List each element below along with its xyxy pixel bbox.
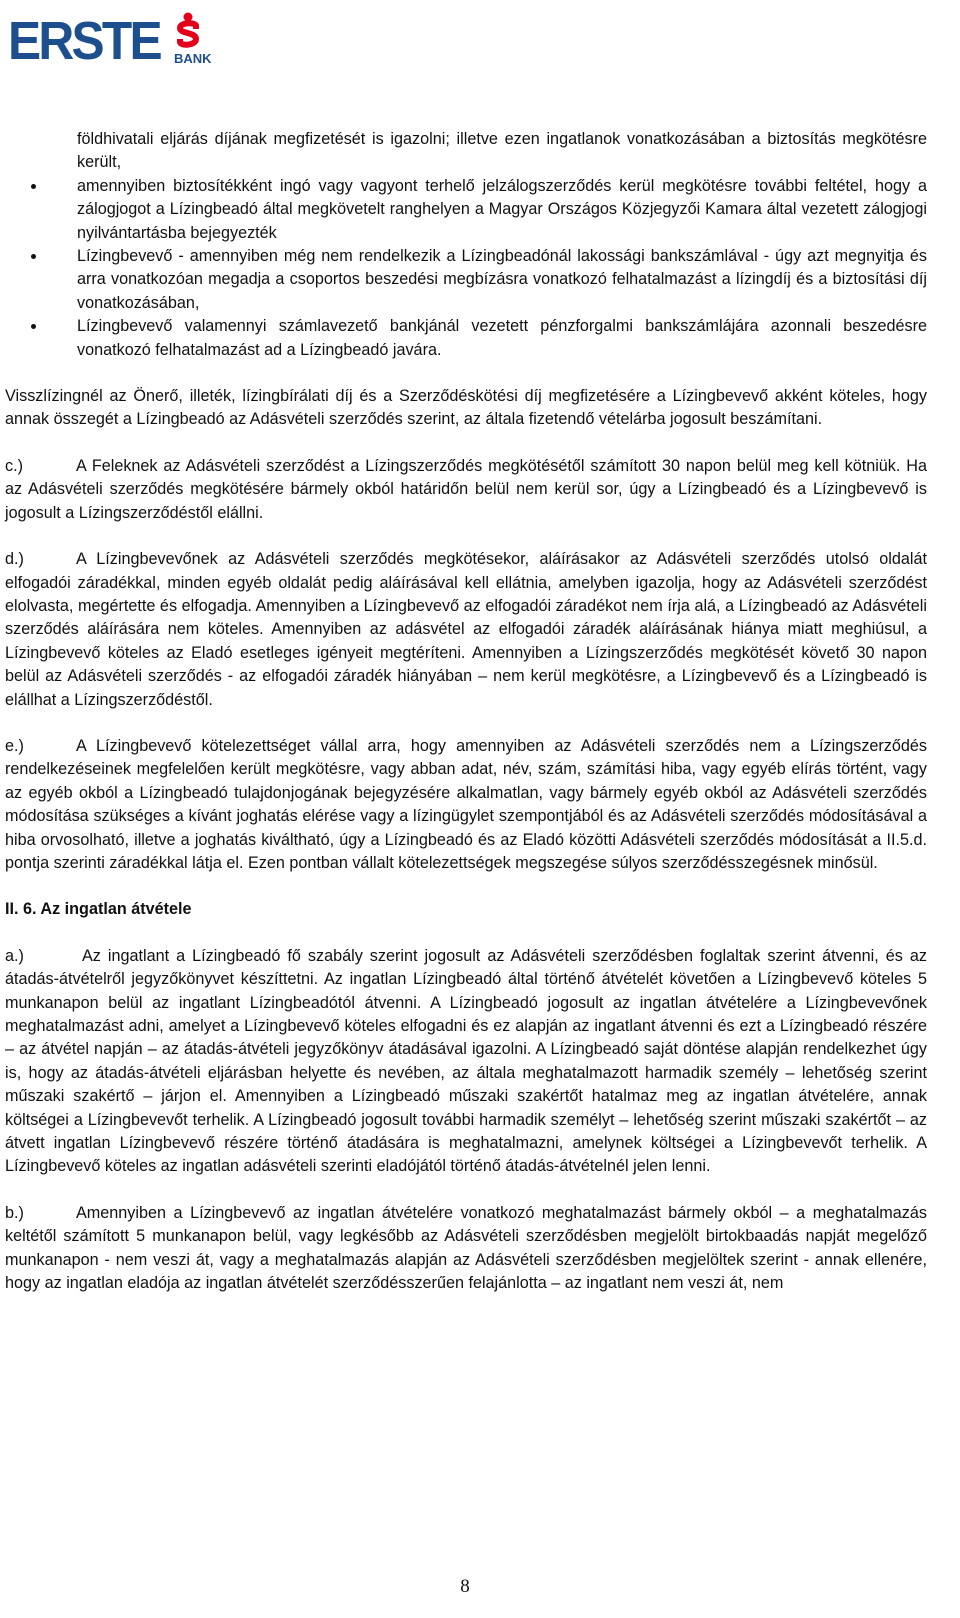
paragraph-d xyxy=(5,548,927,712)
logo-s-mark-icon xyxy=(174,12,202,52)
list-item: földhivatali eljárás díjának megfizetését is igazolni; illetve ezen ingatlanok vonatkozásában a biztosítás megkötésre került, xyxy=(77,130,927,172)
paragraph-a xyxy=(5,945,927,1179)
clause-text: A Lízingbevevő kötelezettséget vállal arra, hogy amennyiben az Adásvételi szerződés nem a Lízingszerződés rendelkezéseinek megfelelően került megkötésre, vagy abban adat, név, szám, számítási hiba, vagy egyéb elírás történt, vagy az egyéb okból a Lízingbeadó tulajdonjogának bejegyzésére alkalmatlan, vagy bármely egyéb okból az Adásvételi szerződés módosítása szükséges a kívánt joghatás elérése vagy a lízingügylet szempontjából és az Adásvételi szerződés módosításával a hiba orvosolható, illetve a joghatás kiváltható, úgy a Lízingbeadó és az Eladó közötti Adásvételi szerződés módosítását a II.5.d. pontja szerinti záradékkal látja el. Ezen pontban vállalt kötelezettségek megszegése súlyos szerződésszegésnek minősül. xyxy=(5,736,927,872)
page-number: 8 xyxy=(460,1576,470,1597)
paragraph-e xyxy=(5,735,927,875)
list-item: Lízingbevevő valamennyi számlavezető bankjánál vezetett pénzforgalmi bankszámlájára azonnali beszedésre vonatkozó felhatalmazást ad a Lízingbeadó javára. xyxy=(77,315,927,362)
logo-wordmark: ERSTE xyxy=(8,11,160,71)
clause-label: c.) xyxy=(5,456,23,475)
document-body xyxy=(5,128,927,1295)
clause-text: A Lízingbevevőnek az Adásvételi szerződés megkötésekor, aláírásakor az Adásvételi szerződés utolsó oldalát elfogadói záradékkal, minden egyéb oldalát pedig aláírásával kell ellátnia, amelyben igazolja, hogy az Adásvételi szerződést elolvasta, megértette és elfogadja. Amennyiben a Lízingbevevő az elfogadói záradékot nem írja alá, a Lízingbeadó az Adásvételi szerződés aláírására nem köteles. Amennyiben az adásvétel az elfogadói záradék aláírásának hiánya miatt meghiúsul, a Lízingbevevő köteles az Eladó esetleges igényeit megtéríteni. Amennyiben a Lízingszerződés megkötését követő 30 napon belül az Adásvételi szerződés - az elfogadói záradék hiányában – nem kerül megkötésre, a Lízingbevevő és a Lízingbeadó is elállhat a Lízingszerződéstől. xyxy=(5,550,927,709)
clause-text: Amennyiben a Lízingbevevő az ingatlan átvételére vonatkozó meghatalmazást bármely okból – a meghatalmazás keltétől számított 5 munkanapon belül, vagy legkésőbb az Adásvételi szerződésben megjelölt birtokbaadás napját megelőző munkanapon - nem veszi át, vagy a meghatalmazás alapján az Adásvételi szerződésben megjelöltek szerint - annak ellenére, hogy az ingatlan eladója az ingatlan átvételét szerződésszerűen felajánlotta – az ingatlant nem veszi át, nem xyxy=(5,1203,927,1293)
clause-text: A Feleknek az Adásvételi szerződést a Lízingszerződés megkötésétől számított 30 napon belül meg kell kötniük. Ha az Adásvételi szerződés megkötésére bármely okból határidőn belül nem kerül sor, úgy a Lízingbeadó és a Lízingbevevő is jogosult a Lízingszerződéstől elállni. xyxy=(5,456,927,522)
clause-label: e.) xyxy=(5,736,24,755)
section-heading: II. 6. Az ingatlan átvétele xyxy=(5,900,192,919)
list-item: amennyiben biztosítékként ingó vagy vagyont terhelő jelzálogszerződés kerül megkötésre további feltétel, hogy a zálogjogot a Lízingbeadó által megkövetelt ranghelyen a Magyar Országos Közjegyzői Kamara által vezetett zálogjogi nyilvántartásba bejegyezték xyxy=(77,175,927,245)
clause-label: a.) xyxy=(5,946,24,965)
requirements-list xyxy=(5,128,927,362)
logo-bank-label: BANK xyxy=(174,51,212,66)
list-item: Lízingbevevő - amennyiben még nem rendelkezik a Lízingbeadónál lakossági bankszámlával - úgy azt megnyitja és arra vonatkozóan megadja a csoportos beszedési megbízásra vonatkozó felhatalmazást a lízingdíj és a biztosítási díj vonatkozásában, xyxy=(77,245,927,315)
erste-bank-logo xyxy=(8,8,212,72)
clause-text: Az ingatlant a Lízingbeadó fő szabály szerint jogosult az Adásvételi szerződésben foglaltak szerint átvenni, és az átadás-átvételről jegyzőkönyvet készíttetni. Az ingatlan Lízingbeadó által történő átvételét követően a Lízingbevevő köteles 5 munkanapon belül az ingatlant Lízingbeadótól átvenni. A Lízingbeadó jogosult az ingatlan átvételére a Lízingbevevőnek meghatalmazást adni, amelyet a Lízingbevevő köteles elfogadni és ez alapján az ingatlant átvenni és ezt a Lízingbeadó részére – az átvétel napján – az átadás-átvételi jegyzőkönyv átadásával igazolni. A Lízingbeadó saját döntése alapján rendelkezhet úgy is, hogy az átadás-átvételi eljárásban helyette és nevében, az általa meghatalmazott harmadik személy – lehetőség szerint műszaki szakértő – járjon el. Amennyiben a Lízingbeadó műszaki szakértőt hatalmaz meg az ingatlan átvételére, annak költségei a Lízingbevevőt terhelik. A Lízingbeadó jogosult további harmadik személyt – lehetőség szerint műszaki szakértőt – az átvett ingatlan Lízingbevevő részére történő átadására is meghatalmazni, amelynek költségei a Lízingbevevőt terhelik. A Lízingbevevő köteles az ingatlan adásvételi szerinti eladójától történő átadás-átvételnél jelen lenni. xyxy=(5,946,927,1176)
paragraph-visszlizing: Visszlízingnél az Önerő, illeték, lízingbírálati díj és a Szerződéskötési díj megfizetésére a Lízingbevevő akként köteles, hogy annak összegét a Lízingbeadó az Adásvételi szerződés szerint, az általa fizetendő vételárba jogosult beszámítani. xyxy=(5,387,927,429)
paragraph-b xyxy=(5,1202,927,1296)
clause-label: d.) xyxy=(5,550,24,569)
paragraph-c xyxy=(5,455,927,525)
clause-label: b.) xyxy=(5,1203,24,1222)
